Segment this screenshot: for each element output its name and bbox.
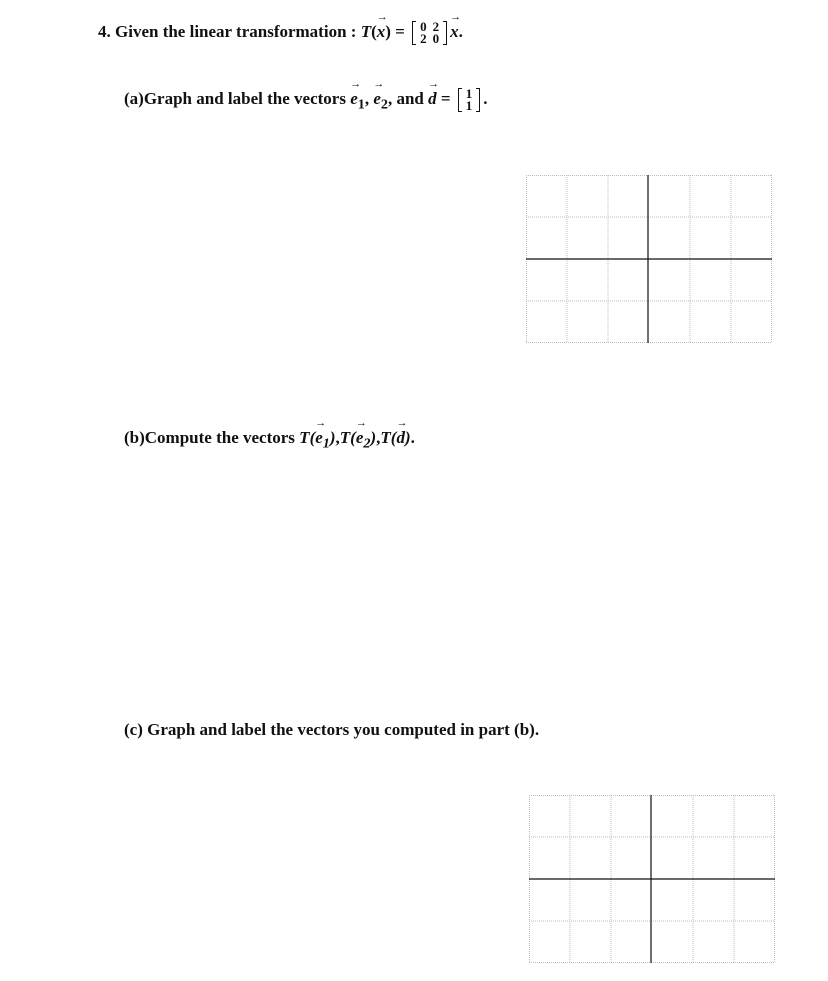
vector-cell: 1 — [465, 86, 473, 101]
problem-statement: 4. Given the linear transformation : T(→ x) = 0 2 2 0 → x. — [98, 21, 463, 45]
part-a-prompt: (a)Graph and label the vectors → $e_1$, → $e_2$, and → d = 1 1 . — [124, 88, 488, 113]
t-d: T(→ d) — [380, 428, 410, 447]
x-vector-symbol: → x — [450, 22, 459, 42]
matrix-cell: 2 — [420, 31, 427, 46]
e1-subscript: 1 — [357, 96, 365, 113]
part-a-text: Graph and label the vectors — [143, 88, 346, 108]
problem-number: 4. — [98, 21, 111, 41]
d-column-vector — [458, 88, 481, 112]
part-c-text: Graph and label the vectors you computed in part (b). — [147, 720, 540, 739]
part-c-label: (c) — [124, 720, 143, 739]
matrix-cell: 2 — [432, 19, 440, 34]
part-c-prompt — [124, 720, 539, 740]
matrix-cell: 0 — [432, 31, 440, 46]
d-symbol: → d — [428, 89, 437, 109]
graph-grid-a — [526, 175, 772, 343]
x-vector-symbol: → x — [377, 22, 386, 42]
matrix-cell: 0 — [420, 19, 427, 34]
part-b-label: (b) — [124, 428, 145, 447]
e1-symbol: → e — [350, 89, 358, 109]
part-a-label: (a) — [124, 88, 144, 108]
and-text: , and — [387, 88, 424, 108]
e2-symbol: → e — [373, 89, 381, 109]
t-e1: $T(\to e_1)$ — [299, 428, 335, 447]
graph-grid-c — [529, 795, 775, 963]
transform-symbol: T — [360, 21, 372, 41]
vector-cell: 1 — [465, 98, 473, 113]
transformation-matrix — [412, 21, 447, 45]
problem-intro: Given the linear transformation : — [115, 21, 357, 41]
part-b-text: Compute the vectors — [144, 428, 295, 447]
e2-subscript: 2 — [380, 96, 388, 113]
t-e2: $T(\to e_2)$ — [340, 428, 376, 447]
part-b-prompt: (b)Compute the vectors $T(\to e_1),T(\to e_2),T(\to d)$. — [124, 428, 415, 452]
